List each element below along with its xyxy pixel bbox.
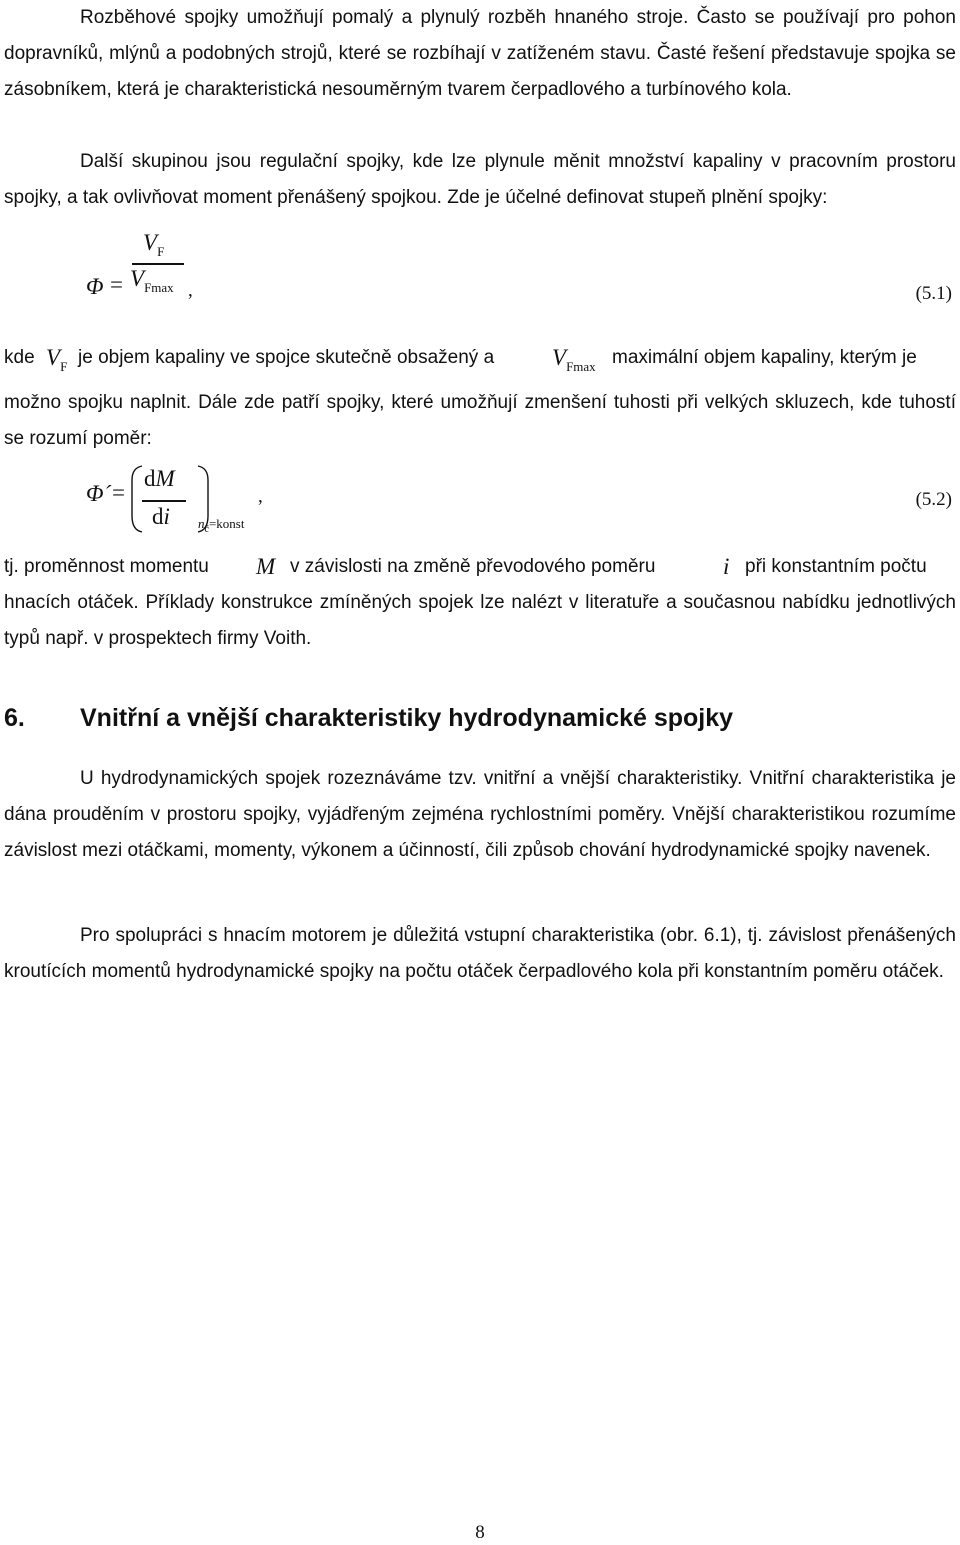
paragraph-regulacni-spojky: Další skupinou jsou regulační spojky, kde lze plynule měnit množství kapaliny v pracovním prostoru spojky, a tak ovlivňovat moment přenášený spojkou. Zde je účelné definovat stupeň plnění spojky: [4,151,956,208]
eq2-denominator: di [152,504,170,529]
paragraph-rozbehove-spojky: Rozběhové spojky umožňují pomalý a plynulý rozběh hnaného stroje. Často se používají pro pohon dopravníků, mlýnů a podobných strojů, které se rozbíhají v zatíženém stavu. Časté řešení představuje spojka se zásobníkem, která je charakteristická nesouměrným tvarem čerpadlového a turbínového kola. [4,7,956,100]
inline-vf: $V_F$ [46,345,68,374]
paragraph-hnacich-otacek: hnacích otáček. Příklady konstrukce zmíněných spojek lze nalézt v literatuře a současnou nabídku jednotlivých typů např. v prospektech firmy Voith. [4,592,956,649]
text-v-zavislosti: v závislosti na změně převodového poměru [290,556,656,577]
text-maximalni-objem: maximální objem kapaliny, kterým je [612,347,917,368]
text-kde: kde [4,347,35,368]
eq1-numerator: $V_F$ [143,230,165,259]
eq1-number: (5.1) [915,283,952,304]
inline-m: M [256,554,276,579]
eq2-equals: = [112,480,125,505]
section-number: 6. [4,704,25,732]
eq2-numerator: dM [144,466,175,491]
text-tj-promennost: tj. proměnnost momentu [4,556,209,577]
inline-vfmax: $V_{Fmax}$ [552,345,596,374]
paragraph-vstupni-charakteristika: Pro spolupráci s hnacím motorem je důležitá vstupní charakteristika (obr. 6.1), tj. závislost přenášených kroutících momentů hydrodynamické spojky na počtu otáček čerpadlového kola při konstantním poměru otáček. [4,925,956,982]
eq2-comma: , [258,486,263,507]
eq2-phi-prime: Φ´ [86,481,112,506]
eq1-comma: , [188,280,193,301]
inline-i: i [723,554,730,579]
paragraph-mozno-spojku: možno spojku naplnit. Dále zde patří spojky, které umožňují zmenšení tuhosti při velkých skluzech, kde tuhostí se rozumí poměr: [4,392,956,449]
eq2-fraction-bar [142,500,186,502]
text-pri-konstantnim: při konstantním počtu [745,556,927,577]
paragraph-charakteristiky: U hydrodynamických spojek rozeznáváme tzv. vnitřní a vnější charakteristiky. Vnitřní charakteristika je dána prouděním v prostoru spojky, vyjádřeným zejména rychlostními poměry. Vnější charakteristikou rozumíme závislost mezi otáčkami, momenty, výkonem a účinností, čili způsob chování hydrodynamické spojky navenek. [4,768,956,861]
eq1-phi: Φ [86,274,104,299]
section-heading [4,700,733,736]
eq2-number: (5.2) [915,489,952,510]
page-number: 8 [475,1522,485,1543]
eq2-condition: $n_č=konst$ [198,516,245,535]
section-title: Vnitřní a vnější charakteristiky hydrodynamické spojky [80,704,734,732]
eq1-denominator: $V_{Fmax}$ [130,266,174,295]
eq1-fraction-bar [132,263,184,265]
eq1-equals: = [110,272,123,297]
text-objem-kapaliny: je objem kapaliny ve spojce skutečně obsažený a [78,347,495,368]
